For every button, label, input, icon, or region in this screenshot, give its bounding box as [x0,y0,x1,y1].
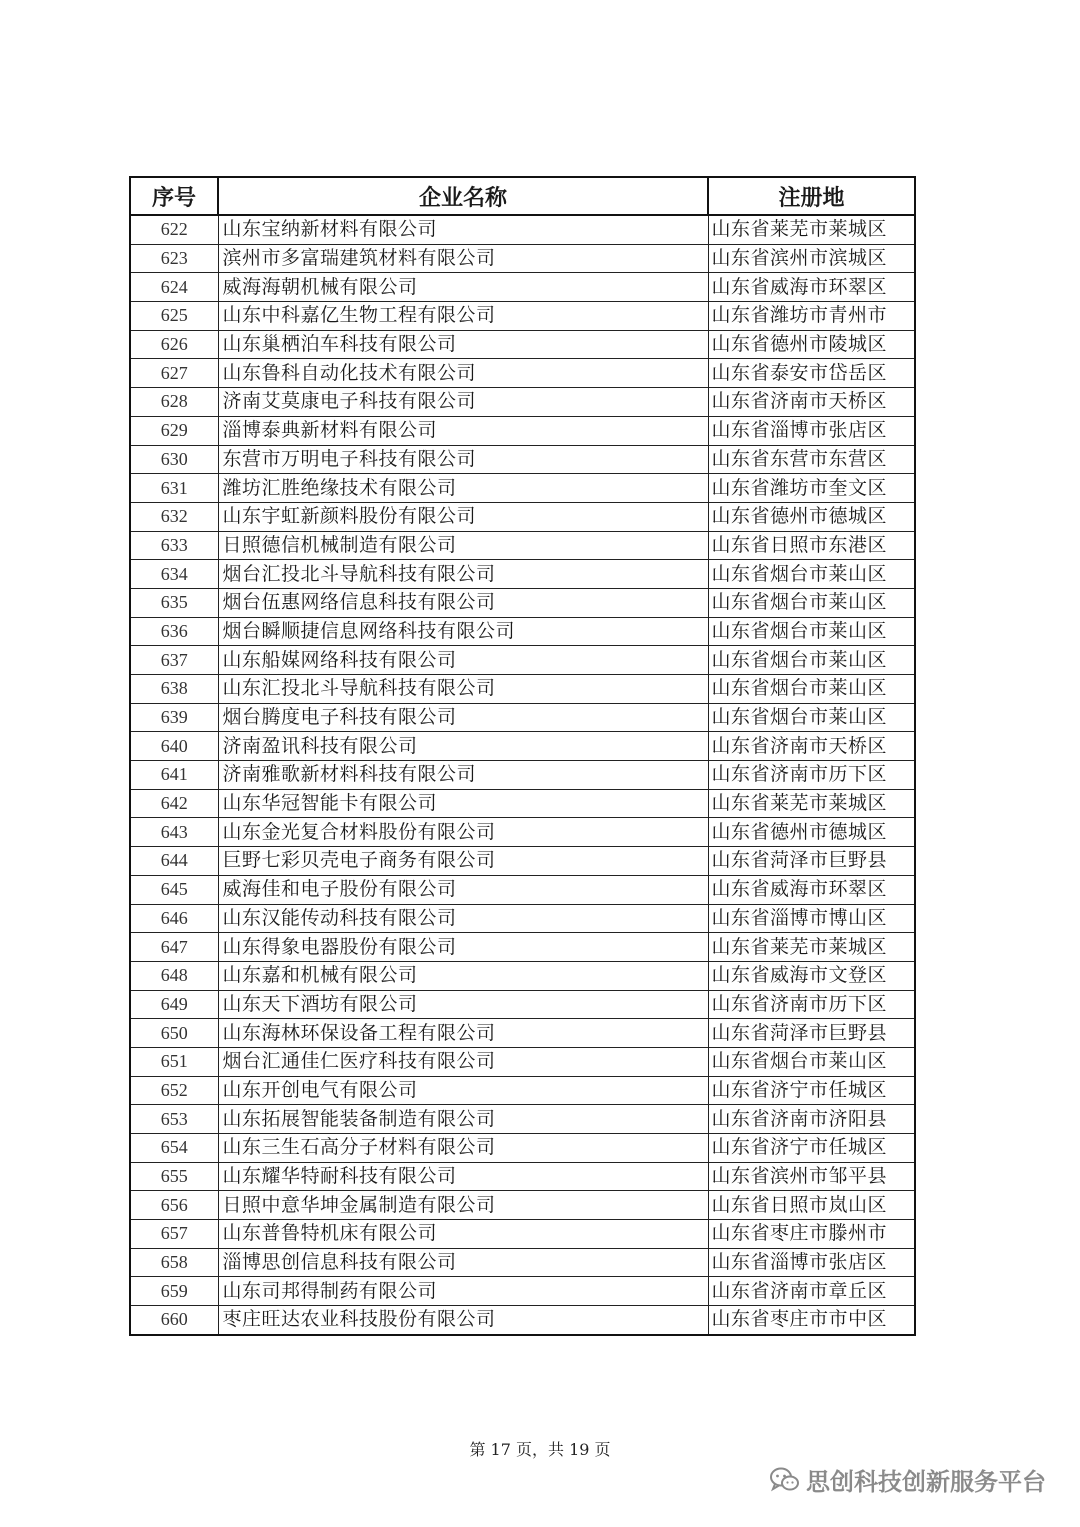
table-row [130,789,915,818]
cell-enterprise-name: 滨州市多富瑞建筑材料有限公司 [218,244,708,273]
table-row [130,273,915,302]
table-row [130,388,915,417]
cell-serial-number: 650 [130,1019,218,1048]
cell-registered-place: 山东省莱芜市莱城区 [708,215,915,244]
cell-serial-number: 656 [130,1191,218,1220]
cell-registered-place: 山东省泰安市岱岳区 [708,359,915,388]
cell-serial-number: 633 [130,531,218,560]
cell-enterprise-name: 山东得象电器股份有限公司 [218,933,708,962]
cell-registered-place: 山东省滨州市邹平县 [708,1162,915,1191]
cell-serial-number: 641 [130,761,218,790]
cell-enterprise-name: 烟台汇通佳仁医疗科技有限公司 [218,1047,708,1076]
cell-enterprise-name: 山东拓展智能装备制造有限公司 [218,1105,708,1134]
cell-serial-number: 624 [130,273,218,302]
cell-serial-number: 625 [130,302,218,331]
cell-serial-number: 638 [130,675,218,704]
cell-serial-number: 634 [130,560,218,589]
cell-serial-number: 660 [130,1306,218,1335]
table-row [130,1076,915,1105]
table-row [130,502,915,531]
cell-serial-number: 654 [130,1134,218,1163]
cell-enterprise-name: 山东普鲁特机床有限公司 [218,1220,708,1249]
cell-registered-place: 山东省威海市文登区 [708,961,915,990]
cell-serial-number: 648 [130,961,218,990]
cell-registered-place: 山东省菏泽市巨野县 [708,847,915,876]
cell-serial-number: 643 [130,818,218,847]
header-serial-number: 序号 [130,177,218,215]
cell-enterprise-name: 山东耀华特耐科技有限公司 [218,1162,708,1191]
table-row [130,359,915,388]
cell-serial-number: 651 [130,1047,218,1076]
cell-registered-place: 山东省东营市东营区 [708,445,915,474]
cell-registered-place: 山东省烟台市莱山区 [708,1047,915,1076]
table-row [130,617,915,646]
cell-serial-number: 658 [130,1248,218,1277]
cell-serial-number: 647 [130,933,218,962]
cell-enterprise-name: 山东司邦得制药有限公司 [218,1277,708,1306]
cell-enterprise-name: 威海海朝机械有限公司 [218,273,708,302]
table-row [130,1277,915,1306]
cell-serial-number: 657 [130,1220,218,1249]
table-row [130,1134,915,1163]
table-row [130,215,915,244]
cell-registered-place: 山东省枣庄市滕州市 [708,1220,915,1249]
cell-registered-place: 山东省济宁市任城区 [708,1134,915,1163]
cell-enterprise-name: 山东鲁科自动化技术有限公司 [218,359,708,388]
cell-enterprise-name: 烟台瞬顺捷信息网络科技有限公司 [218,617,708,646]
cell-registered-place: 山东省烟台市莱山区 [708,703,915,732]
cell-enterprise-name: 日照德信机械制造有限公司 [218,531,708,560]
cell-enterprise-name: 山东船媒网络科技有限公司 [218,646,708,675]
cell-registered-place: 山东省潍坊市青州市 [708,302,915,331]
cell-serial-number: 635 [130,588,218,617]
cell-registered-place: 山东省德州市德城区 [708,818,915,847]
cell-enterprise-name: 威海佳和电子股份有限公司 [218,875,708,904]
cell-enterprise-name: 济南盈讯科技有限公司 [218,732,708,761]
cell-enterprise-name: 山东汇投北斗导航科技有限公司 [218,675,708,704]
cell-registered-place: 山东省烟台市莱山区 [708,617,915,646]
cell-serial-number: 649 [130,990,218,1019]
cell-enterprise-name: 巨野七彩贝壳电子商务有限公司 [218,847,708,876]
table-row [130,302,915,331]
table-row [130,675,915,704]
table-row [130,1191,915,1220]
table-row [130,1220,915,1249]
enterprise-table [129,176,916,1336]
wechat-icon [770,1467,800,1493]
table-row [130,703,915,732]
cell-enterprise-name: 烟台汇投北斗导航科技有限公司 [218,560,708,589]
table-row [130,732,915,761]
cell-serial-number: 659 [130,1277,218,1306]
cell-registered-place: 山东省济宁市任城区 [708,1076,915,1105]
cell-serial-number: 645 [130,875,218,904]
cell-serial-number: 627 [130,359,218,388]
cell-serial-number: 626 [130,330,218,359]
cell-registered-place: 山东省济南市历下区 [708,761,915,790]
cell-enterprise-name: 枣庄旺达农业科技股份有限公司 [218,1306,708,1335]
table-row [130,416,915,445]
cell-serial-number: 640 [130,732,218,761]
cell-serial-number: 632 [130,502,218,531]
cell-enterprise-name: 山东汉能传动科技有限公司 [218,904,708,933]
table-row [130,933,915,962]
cell-serial-number: 629 [130,416,218,445]
cell-enterprise-name: 山东嘉和机械有限公司 [218,961,708,990]
cell-registered-place: 山东省滨州市滨城区 [708,244,915,273]
table-row [130,1047,915,1076]
cell-enterprise-name: 山东华冠智能卡有限公司 [218,789,708,818]
table-header-row [130,177,915,215]
cell-serial-number: 652 [130,1076,218,1105]
cell-enterprise-name: 山东巢栖泊车科技有限公司 [218,330,708,359]
table-row [130,1162,915,1191]
header-registered-place: 注册地 [708,177,915,215]
cell-registered-place: 山东省淄博市博山区 [708,904,915,933]
cell-registered-place: 山东省威海市环翠区 [708,875,915,904]
table-row [130,990,915,1019]
cell-registered-place: 山东省德州市陵城区 [708,330,915,359]
cell-serial-number: 628 [130,388,218,417]
cell-registered-place: 山东省烟台市莱山区 [708,646,915,675]
table-row [130,761,915,790]
cell-enterprise-name: 日照中意华坤金属制造有限公司 [218,1191,708,1220]
header-enterprise-name: 企业名称 [218,177,708,215]
table-row [130,1105,915,1134]
page-number-footer: 第 17 页，共 19 页 [469,1440,611,1459]
cell-serial-number: 642 [130,789,218,818]
table-row [130,474,915,503]
table-row [130,244,915,273]
cell-serial-number: 630 [130,445,218,474]
table-row [130,961,915,990]
cell-enterprise-name: 山东海林环保设备工程有限公司 [218,1019,708,1048]
cell-enterprise-name: 山东宇虹新颜料股份有限公司 [218,502,708,531]
table-body [130,215,915,1335]
cell-registered-place: 山东省烟台市莱山区 [708,588,915,617]
watermark-text: 思创科技创新服务平台 [806,1468,1046,1496]
cell-registered-place: 山东省莱芜市莱城区 [708,933,915,962]
cell-serial-number: 646 [130,904,218,933]
cell-registered-place: 山东省济南市济阳县 [708,1105,915,1134]
table-row [130,847,915,876]
cell-registered-place: 山东省潍坊市奎文区 [708,474,915,503]
cell-registered-place: 山东省菏泽市巨野县 [708,1019,915,1048]
cell-enterprise-name: 烟台腾度电子科技有限公司 [218,703,708,732]
table-row [130,646,915,675]
cell-serial-number: 637 [130,646,218,675]
cell-registered-place: 山东省德州市德城区 [708,502,915,531]
cell-enterprise-name: 烟台伍惠网络信息科技有限公司 [218,588,708,617]
cell-enterprise-name: 济南艾莫康电子科技有限公司 [218,388,708,417]
table-row [130,1306,915,1335]
table-row [130,560,915,589]
cell-registered-place: 山东省烟台市莱山区 [708,560,915,589]
cell-registered-place: 山东省烟台市莱山区 [708,675,915,704]
cell-enterprise-name: 东营市万明电子科技有限公司 [218,445,708,474]
table-row [130,1019,915,1048]
cell-enterprise-name: 济南雅歌新材料科技有限公司 [218,761,708,790]
cell-registered-place: 山东省淄博市张店区 [708,416,915,445]
cell-registered-place: 山东省日照市岚山区 [708,1191,915,1220]
cell-serial-number: 623 [130,244,218,273]
watermark [770,1462,1046,1497]
cell-enterprise-name: 山东金光复合材料股份有限公司 [218,818,708,847]
cell-enterprise-name: 山东天下酒坊有限公司 [218,990,708,1019]
cell-registered-place: 山东省济南市天桥区 [708,388,915,417]
cell-registered-place: 山东省济南市章丘区 [708,1277,915,1306]
cell-enterprise-name: 山东开创电气有限公司 [218,1076,708,1105]
cell-registered-place: 山东省淄博市张店区 [708,1248,915,1277]
cell-registered-place: 山东省莱芜市莱城区 [708,789,915,818]
cell-serial-number: 631 [130,474,218,503]
cell-enterprise-name: 山东中科嘉亿生物工程有限公司 [218,302,708,331]
table-row [130,445,915,474]
table-row [130,904,915,933]
cell-registered-place: 山东省济南市历下区 [708,990,915,1019]
cell-registered-place: 山东省威海市环翠区 [708,273,915,302]
cell-registered-place: 山东省济南市天桥区 [708,732,915,761]
cell-serial-number: 655 [130,1162,218,1191]
table-row [130,531,915,560]
cell-serial-number: 639 [130,703,218,732]
cell-enterprise-name: 淄博思创信息科技有限公司 [218,1248,708,1277]
table-row [130,1248,915,1277]
cell-enterprise-name: 淄博泰典新材料有限公司 [218,416,708,445]
cell-enterprise-name: 山东三生石高分子材料有限公司 [218,1134,708,1163]
cell-enterprise-name: 山东宝纳新材料有限公司 [218,215,708,244]
cell-serial-number: 622 [130,215,218,244]
table-row [130,588,915,617]
cell-enterprise-name: 潍坊汇胜绝缘技术有限公司 [218,474,708,503]
cell-serial-number: 644 [130,847,218,876]
cell-serial-number: 653 [130,1105,218,1134]
cell-serial-number: 636 [130,617,218,646]
table-row [130,818,915,847]
table-row [130,875,915,904]
table-row [130,330,915,359]
cell-registered-place: 山东省枣庄市市中区 [708,1306,915,1335]
cell-registered-place: 山东省日照市东港区 [708,531,915,560]
